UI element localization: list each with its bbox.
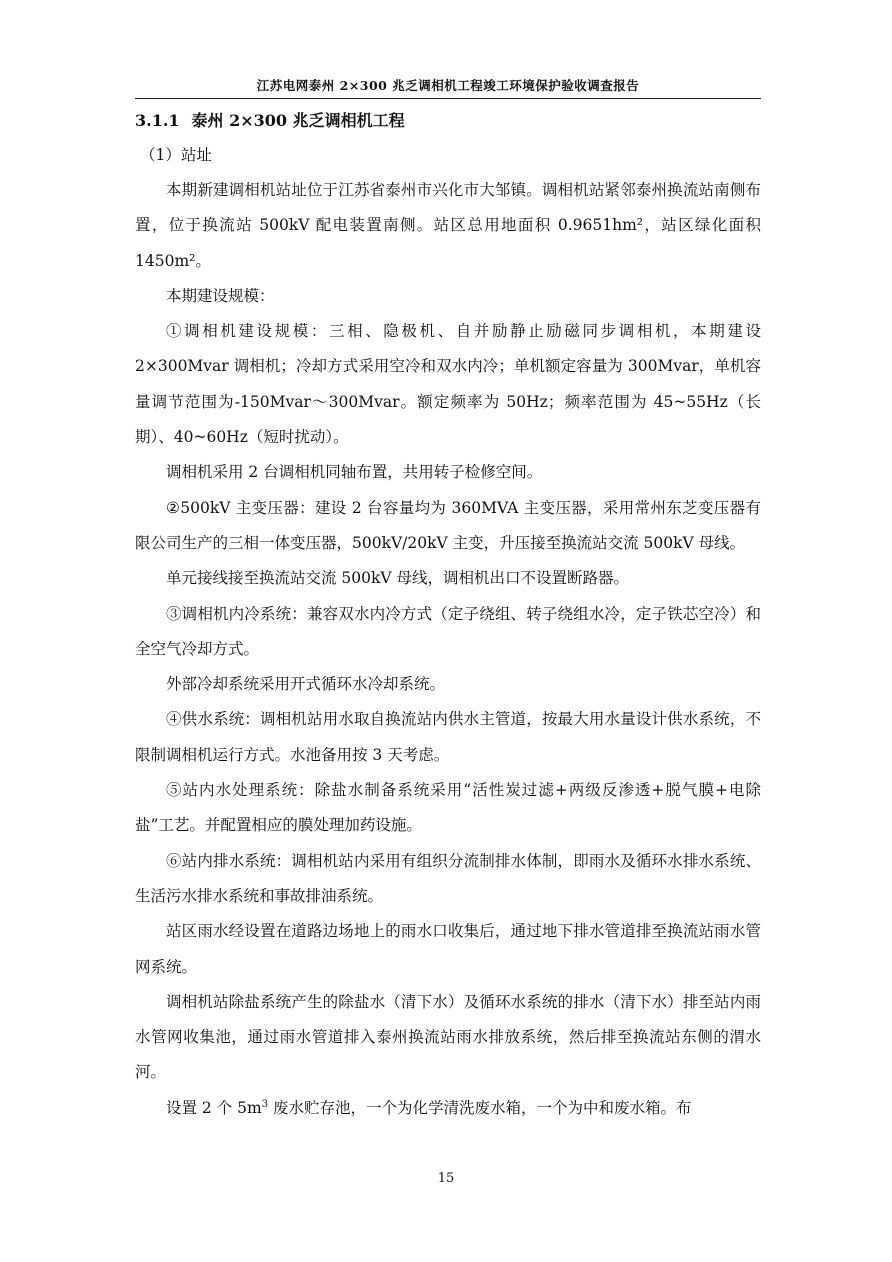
paragraph: ①调相机建设规模：三相、隐极机、自并励静止励磁同步调相机，本期建设 2×300Mvar 调相机；冷却方式采用空冷和双水内冷；单机额定容量为 300Mvar，单机容量调节范围为-150Mvar～300Mvar。额定频率为 50Hz；频率范围为 45~55Hz（长期）、40~60Hz（短时扰动）。 [135,322,761,447]
paragraph: 外部冷却系统采用开式循环水冷却系统。 [166,675,446,694]
section-heading [135,109,761,133]
page-number: 15 [437,1171,455,1186]
running-header: 江苏电网泰州 2×300 兆乏调相机工程竣工环境保护验收调查报告 [256,78,640,93]
header-rule [135,98,761,99]
paragraph: ④供水系统：调相机站用水取自换流站内供水主管道，按最大用水量设计供水系统，不限制调相机运行方式。水池备用按 3 天考虑。 [135,710,761,764]
paragraph: 调相机采用 2 台调相机同轴布置，共用转子检修空间。 [166,463,543,482]
paragraph: ⑥站内排水系统：调相机站内采用有组织分流制排水体制，即雨水及循环水排水系统、生活污水排水系统和事故排油系统。 [135,851,761,905]
paragraph: 本期建设规模： [166,286,275,305]
paragraph: 站区雨水经设置在道路边场地上的雨水口收集后，通过地下排水管道排至换流站雨水管网系统。 [135,922,761,976]
section-number: 3.1.1 [135,111,180,130]
paragraph: 本期新建调相机站址位于江苏省泰州市兴化市大邹镇。调相机站紧邻泰州换流站南侧布置，位于换流站 500kV 配电装置南侧。站区总用地面积 0.9651hm²，站区绿化面积 1450m²。 [135,181,761,270]
paragraph: 单元接线接至换流站交流 500kV 母线，调相机出口不设置断路器。 [166,569,630,588]
subheading-site: （1）站址 [140,146,212,164]
superscript: 3 [261,1098,269,1110]
paragraph: ②500kV 主变压器：建设 2 台容量均为 360MVA 主变压器，采用常州东芝变压器有限公司生产的三相一体变压器，500kV/20kV 主变，升压接至换流站交流 500kV 母线。 [135,498,761,552]
section-title: 泰州 2×300 兆乏调相机工程 [191,111,405,130]
text-run: 废水贮存池，一个为化学清洗废水箱，一个为中和废水箱。布 [268,1098,692,1117]
paragraph: ③调相机内冷系统：兼容双水内冷方式（定子绕组、转子绕组水冷，定子铁芯空冷）和全空气冷却方式。 [135,604,761,658]
paragraph: 调相机站除盐系统产生的除盐水（清下水）及循环水系统的排水（清下水）排至站内雨水管网收集池，通过雨水管道排入泰州换流站雨水排放系统，然后排至换流站东侧的渭水河。 [135,992,761,1082]
text-run: 设置 2 个 5m [166,1098,262,1117]
paragraph: ⑤站内水处理系统：除盐水制备系统采用“活性炭过滤+两级反渗透+脱气膜+电除盐”工艺。并配置相应的膜处理加药设施。 [135,781,761,835]
body-text [135,173,761,1126]
paragraph-last [135,1091,761,1126]
